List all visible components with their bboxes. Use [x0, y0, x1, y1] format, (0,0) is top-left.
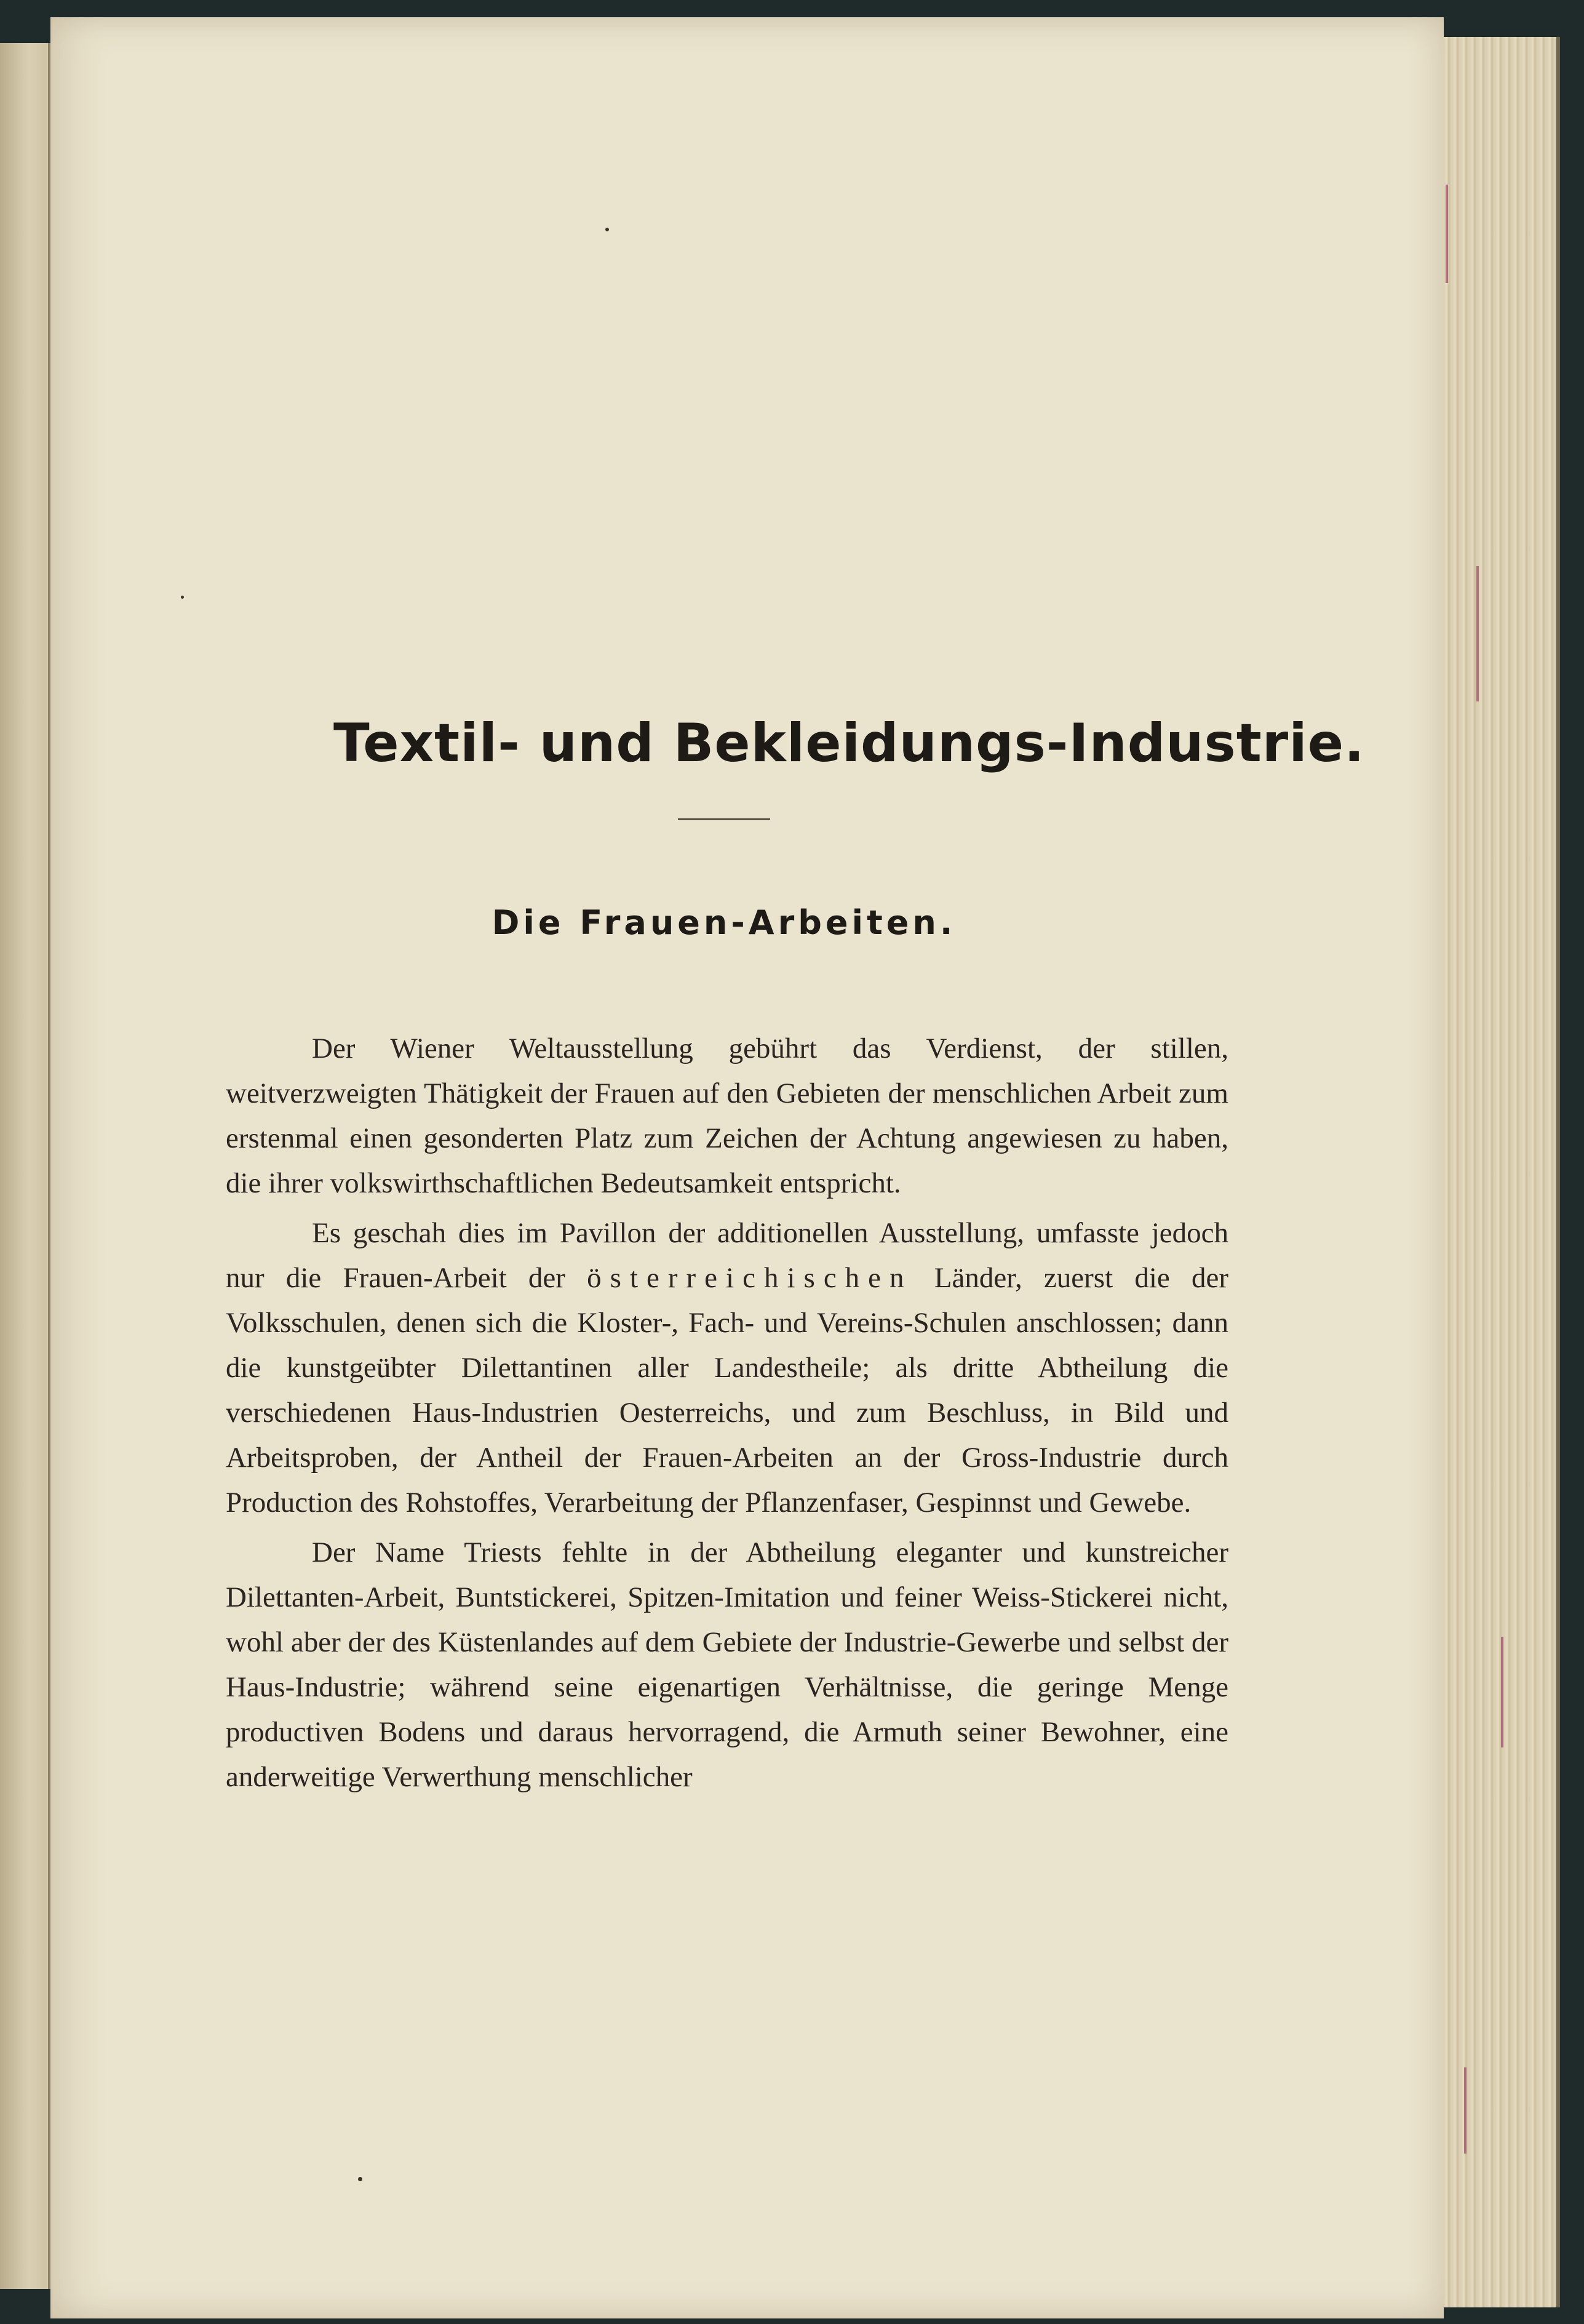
paragraph-text: Der Name Triests fehlte in der Abtheilung eleganter und kunstreicher Dilettanten-Arbeit, Buntstickerei, Spitzen-Imitation und feiner Weiss-Stickerei nicht, wohl aber der des Küstenlandes auf dem Gebiete der Industrie-Gewerbe und selbst der Haus-Industrie; während seine eigenartigen Verhältnisse, die geringe Menge productiven Bodens und daraus hervorragend, die Armuth seiner Bewohner, eine anderweitige Verwerthung menschlicher [226, 1536, 1228, 1793]
paragraph [226, 1211, 1228, 1525]
paragraph [226, 1026, 1228, 1206]
left-page-edge [0, 43, 50, 2289]
spaced-emphasis: österreichischen [587, 1262, 913, 1294]
section-headline: Textil- und Bekleidungs-Industrie. [333, 713, 1365, 774]
section-subheadline: Die Frauen-Arbeiten. [492, 903, 957, 942]
body-text [226, 1026, 1228, 1800]
paragraph-text: Es geschah dies im Pavillon der additionellen Ausstellung, umfasste jedoch nur die Frauen-Arbeit der [226, 1217, 1228, 1294]
book-page [50, 17, 1444, 2318]
paragraph-text: Der Wiener Weltausstellung gebührt das Verdienst, der stillen, weitverzweigten Thätigkeit der Frauen auf den Gebieten der menschlichen Arbeit zum erstenmal einen gesonderten Platz zum Zeichen der Achtung angewiesen zu haben, die ihrer volkswirthschaftlichen Bedeutsamkeit entspricht. [226, 1032, 1228, 1199]
separator-rule [678, 818, 770, 820]
paragraph [226, 1530, 1228, 1800]
paragraph-text: Länder, zuerst die der Volksschulen, denen sich die Kloster-, Fach- und Vereins-Schulen anschlossen; dann die kunstgeübter Dilettantinen aller Landestheile; als dritte Abtheilung die verschiedenen Haus-Industrien Oesterreichs, und zum Beschluss, in Bild und Arbeitsproben, der Antheil der Frauen-Arbeiten an der Gross-Industrie durch Production des Rohstoffes, Verarbeitung der Pflanzenfaser, Gespinnst und Gewebe. [226, 1262, 1228, 1519]
